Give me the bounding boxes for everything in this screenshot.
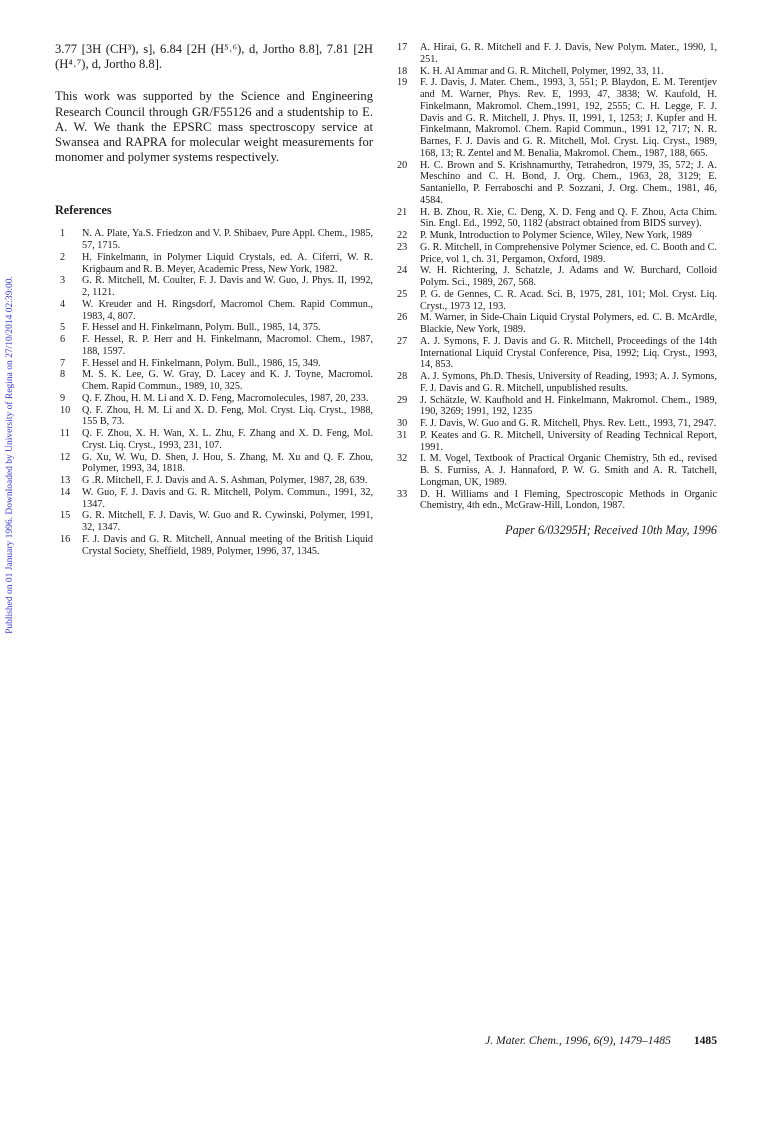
reference-text: A. Hirai, G. R. Mitchell and F. J. Davis, New Polym. Mater., 1990, 1, 251.: [420, 42, 717, 65]
reference-number: 20: [397, 159, 408, 171]
reference-text: A. J. Symons, Ph.D. Thesis, University of Reading, 1993; A. J. Symons, F. J. Davis and G. R. Mitchell, unpublished results.: [420, 371, 717, 394]
reference-item: [55, 322, 373, 334]
reference-item: [397, 230, 717, 242]
reference-number: 2: [60, 251, 66, 263]
side-note-text: Published on 01 January 1996. Downloaded by University of Regina on 27/10/2014 02:39:00.: [5, 276, 15, 634]
reference-number: 29: [397, 394, 408, 406]
reference-number: 7: [60, 357, 66, 369]
reference-number: 11: [60, 428, 70, 440]
reference-item: [55, 358, 373, 370]
reference-text: W. Kreuder and H. Ringsdorf, Macromol Chem. Rapid Commun., 1983, 4, 807.: [82, 298, 373, 322]
download-side-note: [4, 240, 16, 670]
reference-item: [397, 312, 717, 336]
reference-item: [55, 487, 373, 511]
reference-item: [397, 242, 717, 266]
reference-text: J. Schätzle, W. Kaufhold and H. Finkelmann, Makromol. Chem., 1989, 190, 3269; 1991, 192, 1235: [420, 394, 717, 418]
reference-item: [55, 534, 373, 558]
reference-number: 18: [397, 65, 408, 77]
reference-number: 30: [397, 418, 408, 429]
reference-number: 22: [397, 230, 408, 241]
reference-text: F. J. Davis and G. R. Mitchell, Annual meeting of the British Liquid Crystal Society, Sheffield, 1989, Polymer, 1996, 37, 1345.: [82, 533, 373, 557]
reference-item: [55, 452, 373, 476]
reference-number: 32: [397, 453, 408, 465]
acknowledgement-paragraph: This work was supported by the Science and Engineering Research Council through GR/F55126 and a studentship to E. A. W. We thank the EPSRC mass spectroscopy service at Swansea and RAPRA for molecular weight measurements for monomer and polymer systems respectively.: [55, 89, 373, 165]
references-list-right: [397, 42, 717, 512]
reference-number: 17: [397, 42, 408, 53]
reference-item: [55, 393, 373, 405]
reference-text: Q. F. Zhou, X. H. Wan, X. L. Zhu, F. Zhang and X. D. Feng, Mol. Cryst. Liq. Cryst., 1993, 231, 107.: [82, 428, 373, 451]
reference-number: 14: [60, 486, 71, 498]
reference-number: 13: [60, 475, 71, 487]
reference-text: G. Xu, W. Wu, D. Shen, J. Hou, S. Zhang, M. Xu and Q. F. Zhou, Polymer, 1993, 34, 1818.: [82, 451, 373, 475]
reference-item: [397, 160, 717, 207]
reference-text: H. B. Zhou, R. Xie, C. Deng, X. D. Feng and Q. F. Zhou, Acta Chim. Sin. Engl. Ed., 1992, 50, 1182 (abstract obtained from BIDS survey).: [420, 206, 717, 230]
reference-text: G. R. Mitchell, in Comprehensive Polymer Science, ed. C. Booth and C. Price, vol 1, ch. 31, Pergamon, Oxford, 1989.: [420, 241, 717, 265]
reference-number: 4: [60, 298, 66, 310]
reference-text: M. Warner, in Side-Chain Liquid Crystal Polymers, ed. C. B. McArdle, Blackie, New York, 1989.: [420, 312, 717, 335]
reference-item: [397, 265, 717, 289]
page-number: 1485: [693, 1034, 717, 1047]
reference-item: [397, 289, 717, 313]
reference-number: 33: [397, 488, 408, 500]
nmr-data-paragraph: 3.77 [3H (CH³), s], 6.84 [2H (H⁵˒⁶), d, Jortho 8.8], 7.81 [2H (H⁴˒⁷), d, Jortho 8.8].: [55, 42, 373, 72]
reference-text: Q. F. Zhou, H. M. Li and X. D. Feng, Macromolecules, 1987, 20, 233.: [82, 392, 369, 404]
reference-item: [397, 42, 717, 66]
reference-text: W. H. Richtering, J. Schatzle, J. Adams and W. Burchard, Colloid Polym. Sci., 1989, 267, 568.: [420, 265, 717, 288]
reference-item: [397, 207, 717, 231]
reference-number: 6: [60, 334, 66, 346]
reference-text: G. R. Mitchell, F. J. Davis, W. Guo and R. Cywinski, Polymer, 1991, 32, 1347.: [82, 510, 373, 534]
reference-number: 23: [397, 241, 408, 253]
reference-text: I. M. Vogel, Textbook of Practical Organic Chemistry, 5th ed., revised B. S. Furniss, A. J. Hannaford, P. W. G. Smith and A. R. Tatchell, Longman, UK, 1989.: [420, 453, 717, 488]
reference-item: [397, 66, 717, 78]
reference-number: 3: [60, 275, 66, 287]
reference-number: 28: [397, 371, 408, 382]
reference-item: [55, 252, 373, 276]
reference-item: [55, 510, 373, 534]
reference-number: 25: [397, 288, 408, 300]
reference-number: 31: [397, 429, 408, 441]
reference-text: F. Hessel and H. Finkelmann, Polym. Bull., 1985, 14, 375.: [82, 322, 321, 334]
reference-number: 10: [60, 404, 71, 416]
page-footer: [485, 1034, 717, 1047]
references-heading: References: [55, 203, 112, 218]
reference-item: [397, 77, 717, 159]
reference-text: P. G. de Gennes, C. R. Acad. Sci. B, 1975, 281, 101; Mol. Cryst. Liq. Cryst., 1973 12, 193.: [420, 288, 717, 312]
reference-item: [55, 369, 373, 393]
reference-item: [397, 430, 717, 454]
reference-number: 9: [60, 392, 66, 404]
reference-number: 19: [397, 77, 408, 89]
reference-item: [397, 336, 717, 371]
reference-item: [55, 405, 373, 429]
reference-item: [55, 334, 373, 358]
reference-item: [55, 428, 373, 452]
reference-number: 27: [397, 335, 408, 347]
reference-text: Q. F. Zhou, H. M. Li and X. D. Feng, Mol. Cryst. Liq. Cryst., 1988, 155 B, 73.: [82, 404, 373, 428]
right-column: [397, 42, 717, 538]
reference-number: 12: [60, 451, 71, 463]
reference-item: [397, 371, 717, 395]
received-line: Paper 6/03295H; Received 10th May, 1996: [505, 523, 717, 537]
reference-number: 1: [60, 228, 66, 240]
reference-item: [55, 299, 373, 323]
reference-number: 15: [60, 510, 71, 522]
reference-number: 16: [60, 533, 71, 545]
reference-text: K. H. Al Ammar and G. R. Mitchell, Polymer, 1992, 33, 11.: [420, 65, 664, 77]
reference-text: F. Hessel, R. P. Herr and H. Finkelmann, Macromol. Chem., 1987, 188, 1597.: [82, 334, 373, 357]
reference-item: [55, 475, 373, 487]
reference-text: F. Hessel and H. Finkelmann, Polym. Bull., 1986, 15, 349.: [82, 357, 321, 369]
reference-item: [55, 275, 373, 299]
reference-text: W. Guo, F. J. Davis and G. R. Mitchell, Polym. Commun., 1991, 32, 1347.: [82, 486, 373, 510]
reference-text: M. S. K. Lee, G. W. Gray, D. Lacey and K. J. Toyne, Macromol. Chem. Rapid Commun., 1989, 10, 325.: [82, 369, 373, 393]
reference-text: P. Munk, Introduction to Polymer Science, Wiley, New York, 1989: [420, 230, 692, 241]
reference-text: F. J. Davis, W. Guo and G. R. Mitchell, Phys. Rev. Lett., 1993, 71, 2947.: [420, 418, 717, 429]
journal-citation: J. Mater. Chem., 1996, 6(9), 1479–1485: [485, 1034, 671, 1047]
reference-text: A. J. Symons, F. J. Davis and G. R. Mitchell, Proceedings of the 14th International Liquid Crystal Conference, Pisa, 1992; Liq. Cryst., 1993, 14, 853.: [420, 335, 717, 371]
reference-text: N. A. Plate, Ya.S. Friedzon and V. P. Shibaev, Pure Appl. Chem., 1985, 57, 1715.: [82, 228, 373, 252]
reference-text: H. Finkelmann, in Polymer Liquid Crystals, ed. A. Ciferri, W. R. Krigbaum and R. B. Meyer, Academic Press, New York, 1982.: [82, 251, 373, 275]
reference-text: G. R. Mitchell, M. Coulter, F. J. Davis and W. Guo, J. Phys. II, 1992, 2, 1121.: [82, 275, 373, 299]
reference-number: 24: [397, 265, 408, 277]
reference-text: G .R. Mitchell, F. J. Davis and A. S. Ashman, Polymer, 1987, 28, 639.: [82, 475, 368, 487]
reference-text: P. Keates and G. R. Mitchell, University of Reading Technical Report, 1991.: [420, 429, 717, 453]
reference-number: 21: [397, 206, 408, 218]
reference-item: [55, 228, 373, 252]
reference-item: [397, 453, 717, 488]
reference-number: 26: [397, 312, 408, 324]
reference-text: D. H. Williams and I Fleming, Spectroscopic Methods in Organic Chemistry, 4th edn., McGraw-Hill, London, 1987.: [420, 488, 717, 512]
reference-text: H. C. Brown and S. Krishnamurthy, Tetrahedron, 1979, 35, 572; J. A. Meschino and C. H. Bond, J. Org. Chem., 1963, 28, 3129; E. Santaniello, P. Ferraboschi and P. Sozzani, J. Org. Chem., 1981, 46, 4584.: [420, 159, 717, 206]
references-list-left: [55, 228, 373, 557]
reference-text: F. J. Davis, J. Mater. Chem., 1993, 3, 551; P. Blaydon, E. M. Terentjev and M. Warner, Phys. Rev. E, 1993, 47, 3838; W. Kaufold, H. Finkelmann, Makromol. Chem.,1991, 192, 2555; C. H. Legge, F. J. Davis and G. R. Mitchell, J. Phys. II, 1991, 1, 1253; J. Kupfer and H. Finkelmann, Makromol. Chem. Rapid Commun., 1991 12, 717; N. R. Barnes, F. J. Davis and G. R. Mitchell, Mol. Cryst. Liq. Cryst., 1989, 168, 13; R. Zentel and M. Benalia, Makromol. Chem., 1987, 188, 665.: [420, 77, 717, 159]
reference-item: [397, 489, 717, 513]
reference-number: 5: [60, 322, 66, 334]
reference-item: [397, 418, 717, 430]
left-column: [55, 42, 373, 557]
reference-item: [397, 395, 717, 419]
reference-number: 8: [60, 369, 66, 381]
